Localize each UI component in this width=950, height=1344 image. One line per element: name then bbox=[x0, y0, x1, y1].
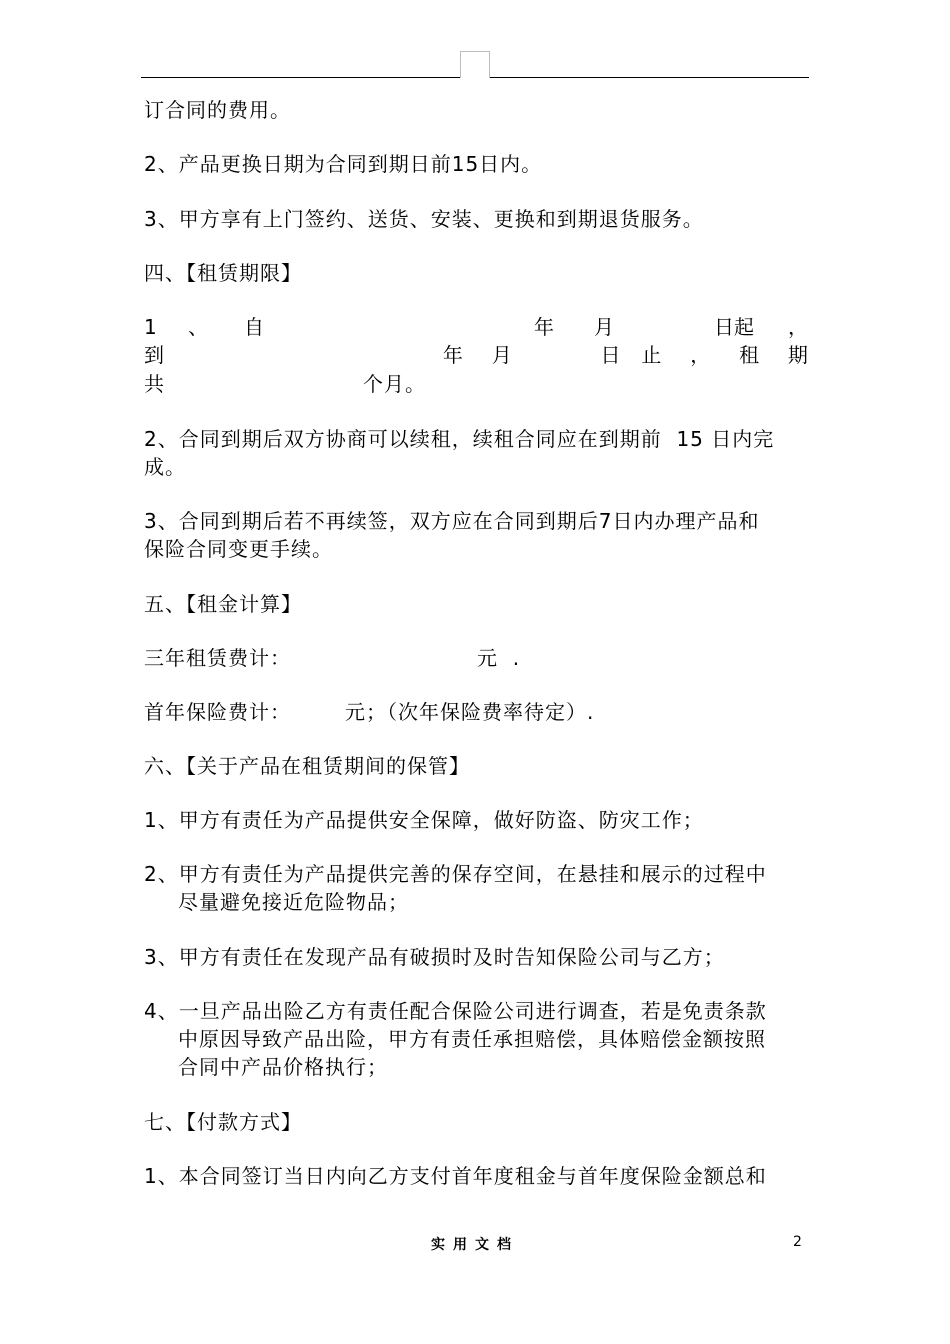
rent-unit: 元 . bbox=[477, 646, 521, 670]
term-token: 1 bbox=[144, 315, 157, 339]
term-token: 共 bbox=[144, 372, 165, 396]
term-token: 期 bbox=[787, 343, 808, 367]
text-line: 3、合同到期后若不再续签，双方应在合同到期后7日内办理产品和 bbox=[144, 509, 760, 533]
clause-line: 尽量避免接近危险物品； bbox=[178, 890, 409, 914]
term-token: 年 bbox=[442, 343, 463, 367]
term-token: 日 bbox=[600, 343, 621, 367]
term-token: 租 bbox=[739, 343, 760, 367]
term-token: 日 bbox=[714, 315, 734, 339]
term-token: 自 bbox=[244, 315, 264, 339]
clause-line: 3、甲方有责任在发现产品有破损时及时告知保险公司与乙方； bbox=[144, 945, 725, 969]
term-token: ， bbox=[690, 343, 711, 367]
term-token: 到 bbox=[144, 343, 164, 367]
section-heading: 五、【租金计算】 bbox=[144, 592, 302, 616]
page-number: 2 bbox=[793, 1234, 802, 1250]
text-line: 保险合同变更手续。 bbox=[144, 537, 333, 561]
clause-line: 1、甲方有责任为产品提供安全保障，做好防盗、防灾工作； bbox=[144, 808, 704, 832]
term-token: 月 bbox=[594, 315, 614, 339]
section-heading: 四、【租赁期限】 bbox=[144, 261, 302, 285]
clause-line: 2、甲方有责任为产品提供完善的保存空间，在悬挂和展示的过程中 bbox=[144, 862, 767, 886]
term-row-2 bbox=[144, 343, 808, 367]
section-heading: 七、【付款方式】 bbox=[144, 1110, 302, 1134]
clause-line: 4、一旦产品出险乙方有责任配合保险公司进行调查，若是免责条款 bbox=[144, 999, 767, 1023]
term-token: ， bbox=[788, 315, 808, 339]
term-row-3 bbox=[144, 372, 426, 396]
rent-line bbox=[144, 646, 520, 670]
clause-line: 合同中产品价格执行； bbox=[178, 1055, 388, 1079]
text-line: 订合同的费用。 bbox=[144, 98, 291, 122]
text-line: 3、甲方享有上门签约、送货、安装、更换和到期退货服务。 bbox=[144, 207, 704, 231]
term-token: 、 bbox=[188, 315, 208, 339]
term-token: 起 bbox=[734, 315, 754, 339]
term-row-1 bbox=[144, 315, 808, 339]
insurance-text: 元；（次年保险费率待定）. bbox=[345, 700, 595, 724]
section-heading: 六、【关于产品在租赁期间的保管】 bbox=[144, 754, 470, 778]
text-line: 2、合同到期后双方协商可以续租，续租合同应在到期前 15 日内完 bbox=[144, 427, 775, 451]
term-token: 止 bbox=[641, 343, 662, 367]
insurance-label: 首年保险费计： bbox=[144, 700, 291, 724]
clause-line: 中原因导致产品出险，甲方有责任承担赔偿，具体赔偿金额按照 bbox=[178, 1027, 766, 1051]
payment-line: 1、本合同签订当日内向乙方支付首年度租金与首年度保险金额总和 bbox=[144, 1164, 767, 1188]
text-line: 成。 bbox=[144, 455, 186, 479]
footer-label: 实用文档 bbox=[431, 1237, 519, 1253]
term-token: 月 bbox=[491, 343, 512, 367]
term-token: 年 bbox=[534, 315, 554, 339]
text-line: 2、产品更换日期为合同到期日前15日内。 bbox=[144, 152, 543, 176]
insurance-line bbox=[144, 700, 594, 724]
rent-label: 三年租赁费计： bbox=[144, 646, 291, 670]
term-token: 个月。 bbox=[363, 372, 426, 396]
header-tab-box bbox=[460, 51, 490, 78]
